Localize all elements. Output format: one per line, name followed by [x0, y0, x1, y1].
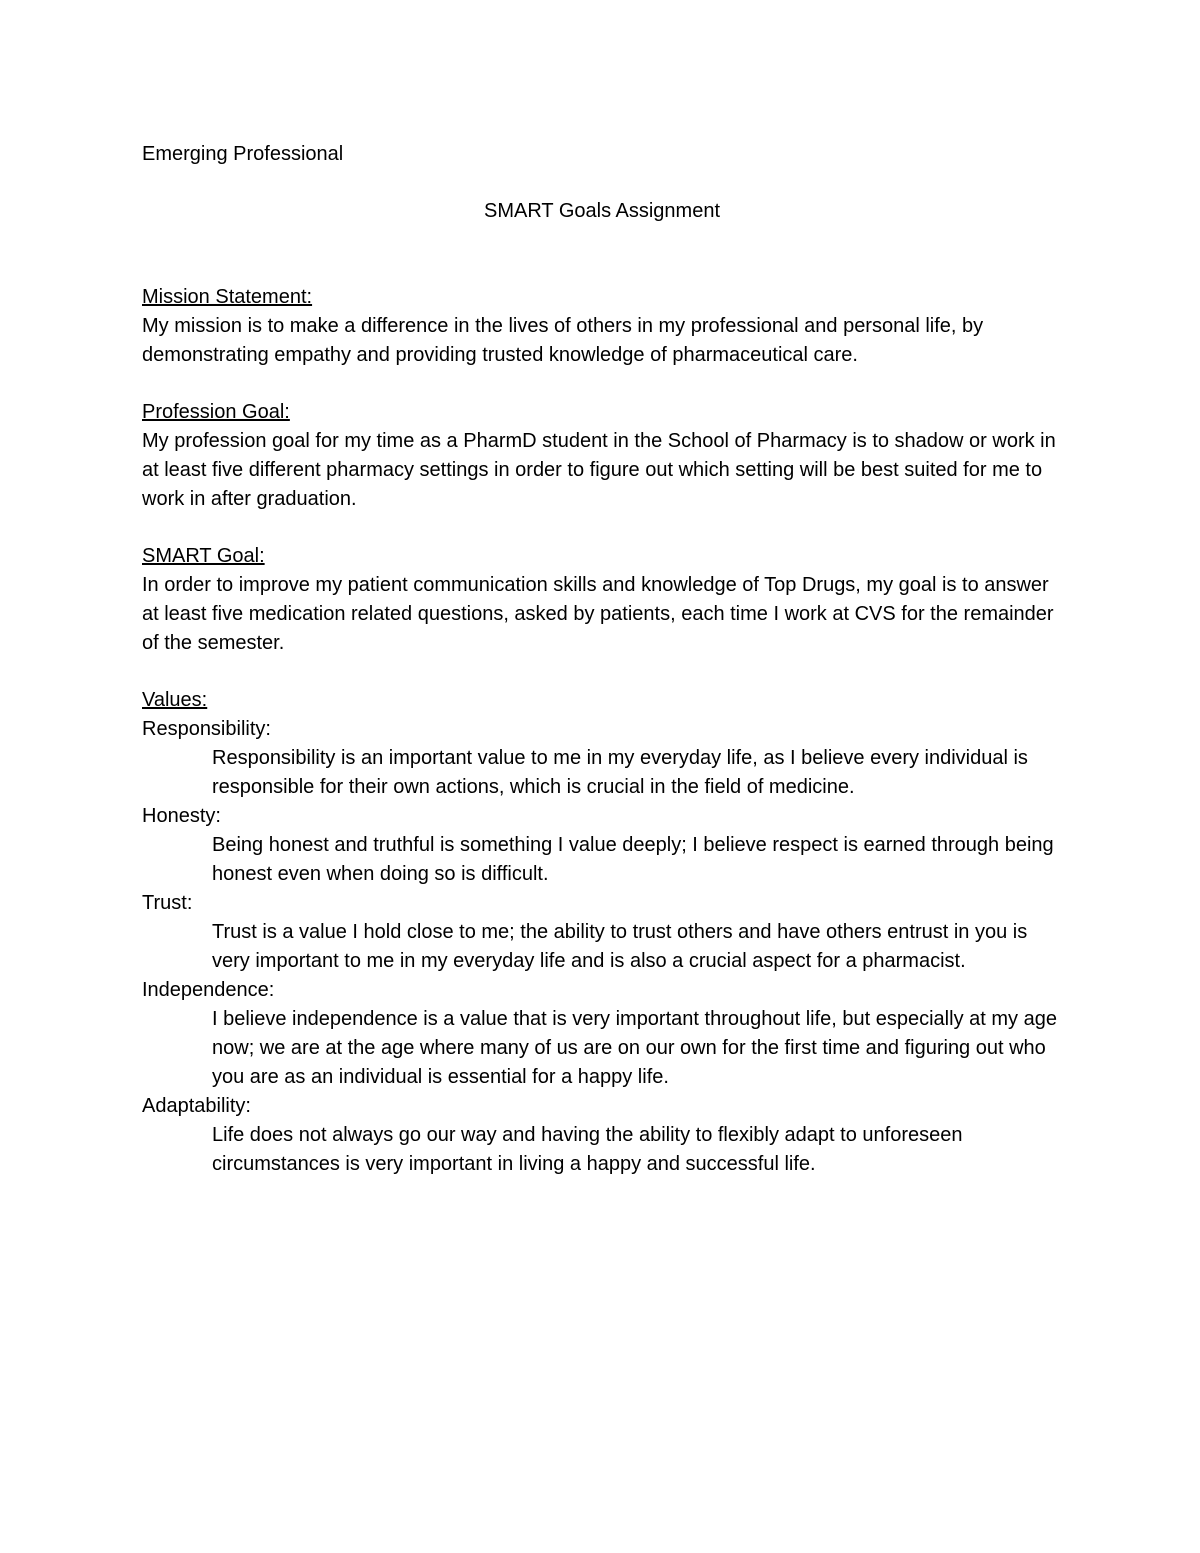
- value-name: Independence:: [142, 979, 275, 1001]
- value-description: Life does not always go our way and having the ability to flexibly adapt to unforeseen circumstances is very important in living a happy and successful life.: [212, 1124, 963, 1175]
- smart-goal-section: [142, 542, 1062, 658]
- value-item-independence: [142, 976, 1062, 1092]
- profession-goal-section: [142, 398, 1062, 514]
- value-name: Honesty:: [142, 805, 221, 827]
- document-title: SMART Goals Assignment: [483, 200, 721, 222]
- mission-heading: Mission Statement:: [142, 286, 313, 308]
- value-description: Being honest and truthful is something I value deeply; I believe respect is earned through being honest even when doing so is difficult.: [212, 834, 1054, 885]
- value-description: Trust is a value I hold close to me; the ability to trust others and have others entrust in you is very important to me in my everyday life and is also a crucial aspect for a pharmacist.: [212, 921, 1028, 972]
- value-description: Responsibility is an important value to me in my everyday life, as I believe every individual is responsible for their own actions, which is crucial in the field of medicine.: [212, 747, 1028, 798]
- value-name: Responsibility:: [142, 718, 271, 740]
- values-heading: Values:: [142, 689, 208, 711]
- profession-goal-text: My profession goal for my time as a PharmD student in the School of Pharmacy is to shadow or work in at least five different pharmacy settings in order to figure out which setting will be best suited for me to work in after graduation.: [142, 430, 1056, 510]
- value-name: Adaptability:: [142, 1095, 251, 1117]
- mission-text: My mission is to make a difference in the lives of others in my professional and personal life, by demonstrating empathy and providing trusted knowledge of pharmaceutical care.: [142, 315, 984, 366]
- value-name: Trust:: [142, 892, 193, 914]
- profession-goal-heading: Profession Goal:: [142, 401, 290, 423]
- value-item-responsibility: [142, 715, 1062, 802]
- value-item-trust: [142, 889, 1062, 976]
- value-description: I believe independence is a value that is very important throughout life, but especially at my age now; we are at the age where many of us are on our own for the first time and figuring out who you are as an individual is essential for a happy life.: [212, 1008, 1057, 1088]
- document-content: [142, 140, 1062, 1179]
- smart-goal-heading: SMART Goal:: [142, 545, 265, 567]
- value-item-adaptability: [142, 1092, 1062, 1179]
- values-section: [142, 686, 1062, 1179]
- course-name: Emerging Professional: [142, 143, 344, 165]
- smart-goal-text: In order to improve my patient communication skills and knowledge of Top Drugs, my goal is to answer at least five medication related questions, asked by patients, each time I work at CVS for the remainder of the semester.: [142, 574, 1054, 654]
- mission-section: [142, 283, 1062, 370]
- value-item-honesty: [142, 802, 1062, 889]
